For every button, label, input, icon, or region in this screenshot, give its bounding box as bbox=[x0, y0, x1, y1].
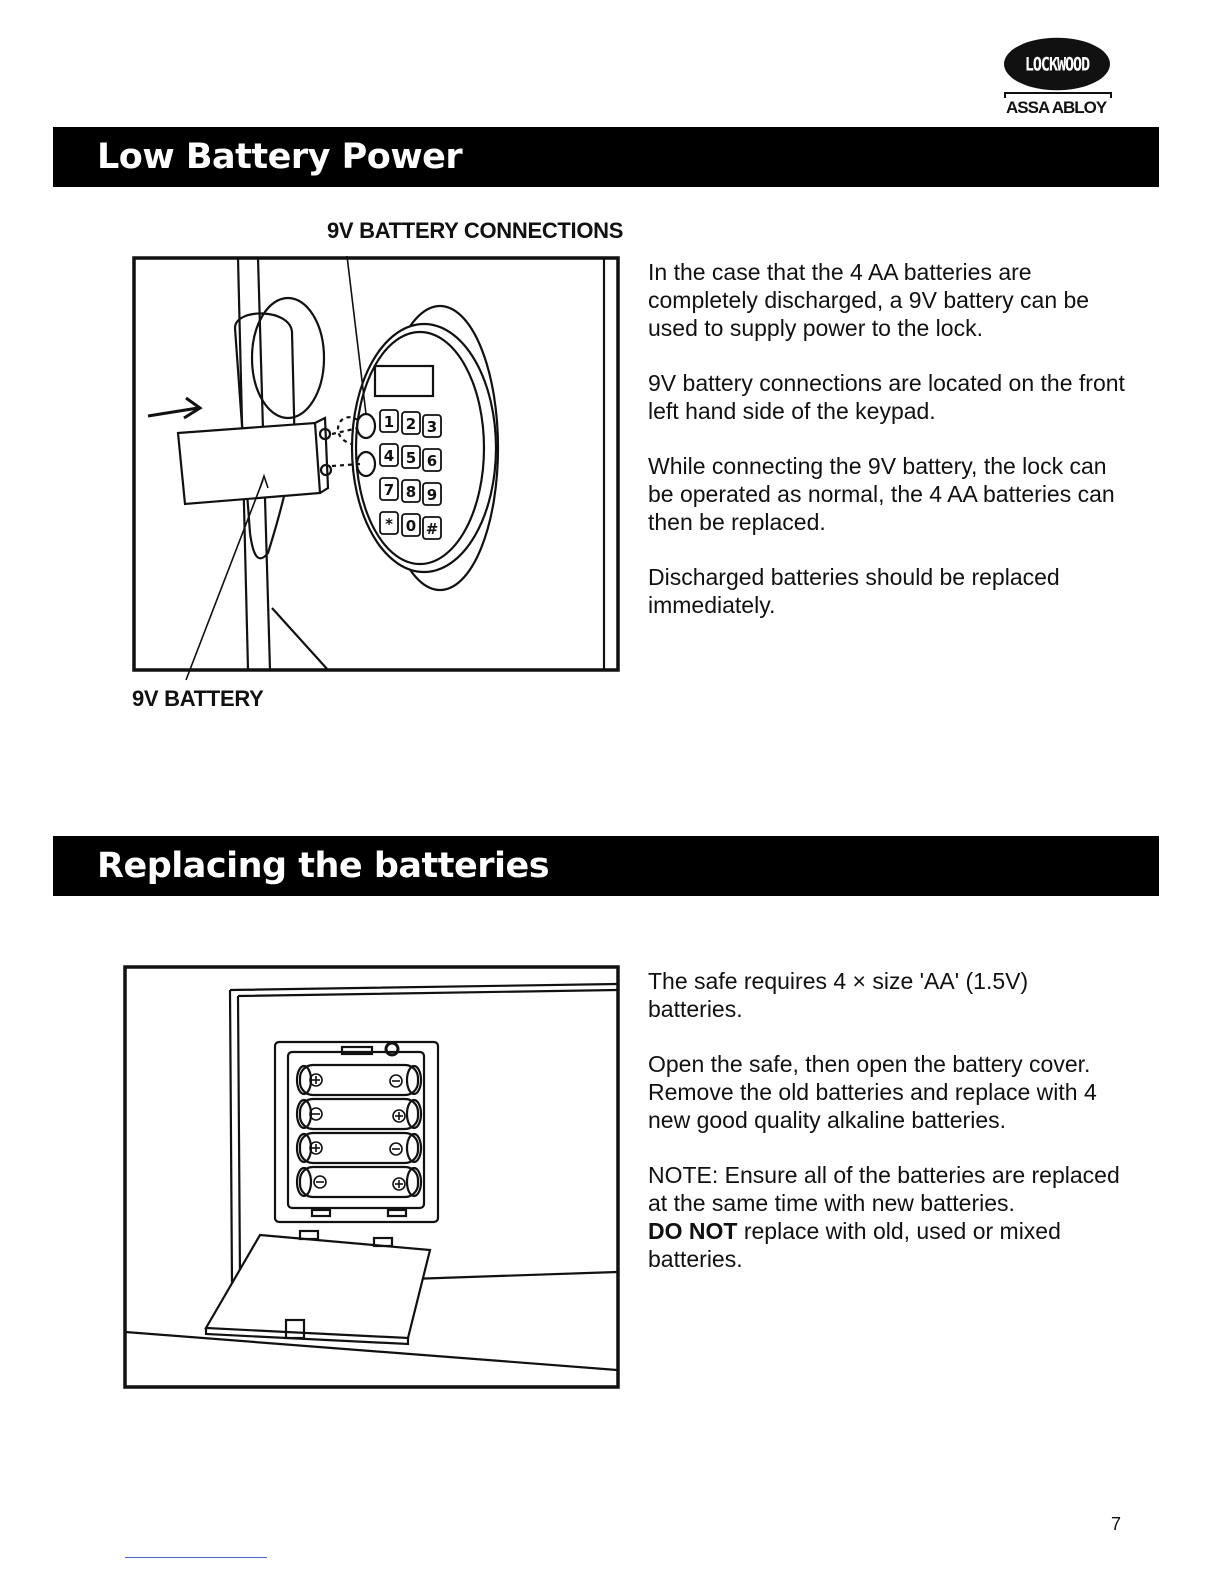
svg-text:2: 2 bbox=[405, 415, 417, 433]
svg-text:*: * bbox=[385, 515, 393, 533]
paragraph: In the case that the 4 AA batteries are completely discharged, a 9V battery can be used to supply power to the lock. bbox=[648, 259, 1090, 341]
note-paragraph bbox=[648, 1161, 1128, 1273]
keypad-key-5 bbox=[402, 446, 420, 468]
keypad-key-7 bbox=[380, 478, 398, 500]
svg-text:8: 8 bbox=[405, 483, 417, 501]
note-text: NOTE: Ensure all of the batteries are replaced at the same time with new batteries. bbox=[648, 1162, 1120, 1216]
leader-battery bbox=[186, 480, 263, 680]
keypad-key-0 bbox=[402, 514, 420, 536]
callout-9v-connections: 9V BATTERY CONNECTIONS bbox=[327, 218, 624, 243]
lockwood-logo bbox=[996, 40, 1120, 124]
svg-text:4: 4 bbox=[383, 447, 395, 465]
keypad-key-1 bbox=[380, 410, 398, 432]
paragraph: While connecting the 9V battery, the lock can be operated as normal, the 4 AA batteries can then be replaced. bbox=[648, 453, 1115, 535]
warning-text: replace with old, used or mixed batteries. bbox=[648, 1218, 1061, 1272]
minus-terminal-icon bbox=[390, 1143, 402, 1155]
keypad-key-star bbox=[380, 512, 398, 534]
9v-battery-body bbox=[178, 423, 320, 504]
paragraph: Discharged batteries should be replaced immediately. bbox=[648, 564, 1060, 618]
plus-terminal-icon bbox=[393, 1110, 405, 1122]
svg-text:1: 1 bbox=[383, 413, 395, 431]
minus-terminal-icon bbox=[390, 1075, 402, 1087]
section-title-low-battery: Low Battery Power bbox=[53, 127, 1159, 187]
paragraph: 9V battery connections are located on the front left hand side of the keypad. bbox=[648, 370, 1125, 424]
svg-text:9: 9 bbox=[426, 486, 438, 504]
paragraph: The safe requires 4 × size 'AA' (1.5V) batteries. bbox=[648, 968, 1029, 1022]
logo-wordmark: LOCKWOOD bbox=[1004, 38, 1110, 91]
footer-rule bbox=[125, 1557, 267, 1558]
handle-hub bbox=[252, 298, 324, 418]
leader-connections bbox=[347, 256, 366, 414]
svg-text:#: # bbox=[425, 520, 439, 538]
svg-text:6: 6 bbox=[426, 452, 438, 470]
svg-text:0: 0 bbox=[405, 517, 417, 535]
callout-9v-battery: 9V BATTERY bbox=[132, 686, 264, 711]
keypad-key-6 bbox=[423, 449, 441, 471]
svg-text:3: 3 bbox=[426, 418, 438, 436]
figure-battery-compartment bbox=[120, 960, 625, 1395]
figure-9v-battery-connection bbox=[60, 248, 640, 688]
keypad-key-hash bbox=[423, 517, 441, 539]
svg-text:5: 5 bbox=[405, 449, 417, 467]
svg-text:7: 7 bbox=[383, 481, 395, 499]
low-battery-text bbox=[648, 258, 1128, 646]
page-number: 7 bbox=[1111, 1514, 1122, 1534]
paragraph: Open the safe, then open the battery cover. Remove the old batteries and replace with 4 new good quality alkaline batteries. bbox=[648, 1051, 1097, 1133]
keypad-key-4 bbox=[380, 444, 398, 466]
keypad-key-9 bbox=[423, 483, 441, 505]
replacing-batteries-text bbox=[648, 967, 1128, 1273]
logo-rule bbox=[1004, 92, 1112, 94]
plus-terminal-icon bbox=[393, 1178, 405, 1190]
minus-terminal-icon bbox=[314, 1176, 326, 1188]
keypad-key-3 bbox=[423, 415, 441, 437]
keypad-key-2 bbox=[402, 412, 420, 434]
section-title-replacing-batteries: Replacing the batteries bbox=[53, 836, 1159, 896]
logo-group-name: ASSA ABLOY bbox=[1006, 98, 1107, 117]
keypad-key-8 bbox=[402, 480, 420, 502]
warning-strong: DO NOT bbox=[648, 1218, 738, 1244]
aa-battery-4 bbox=[297, 1167, 421, 1197]
